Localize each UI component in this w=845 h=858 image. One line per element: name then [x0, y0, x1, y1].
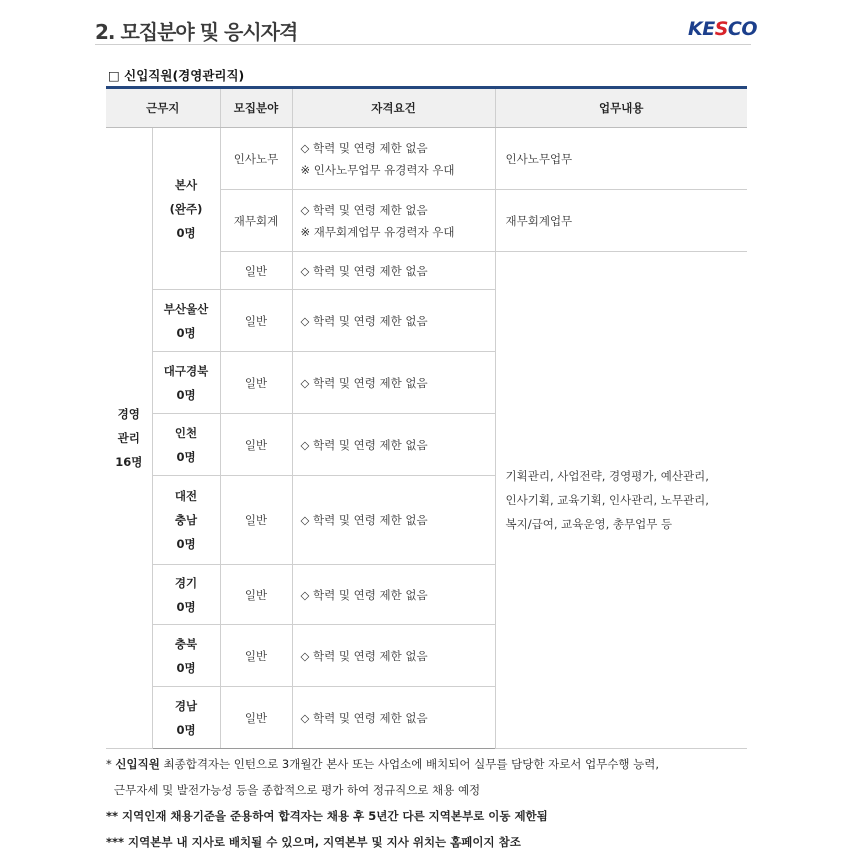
- logo-part-s: S: [714, 18, 728, 40]
- location-line: 0명: [176, 225, 196, 240]
- header-location: 근무지: [106, 88, 220, 128]
- location-cell: [152, 687, 220, 749]
- field-cell: 인사노무: [220, 128, 292, 190]
- field-cell: 일반: [220, 414, 292, 476]
- qualification-cell: ◇ 학력 및 연령 제한 없음: [292, 565, 495, 625]
- location-line: 0명: [176, 387, 196, 402]
- qualification-cell: ◇ 학력 및 연령 제한 없음: [292, 290, 495, 352]
- qualification-cell: ◇ 학력 및 연령 제한 없음: [292, 476, 495, 565]
- location-line: 인천: [174, 425, 198, 440]
- duty-cell: 재무회계업무: [495, 190, 747, 252]
- qualification-cell: [292, 190, 495, 252]
- header-qualification: 자격요건: [292, 88, 495, 128]
- location-line: 0명: [176, 537, 196, 551]
- recruitment-table: [106, 86, 747, 749]
- page-title: 2. 모집분야 및 응시자격: [95, 20, 298, 44]
- footnote-emphasis: 신입직원: [115, 757, 160, 771]
- logo-part-co: CO: [727, 18, 757, 40]
- field-cell: 일반: [220, 565, 292, 625]
- qualification-cell: [292, 128, 495, 190]
- location-cell: [152, 414, 220, 476]
- footnote-2: ** 지역인재 채용기준을 준용하여 합격자는 채용 후 5년간 다른 지역본부로 이동 제한됨: [106, 809, 548, 823]
- section-title: □ 신입직원(경영관리직): [108, 68, 245, 83]
- field-cell: 일반: [220, 290, 292, 352]
- location-line: 부산울산: [163, 301, 209, 316]
- group-line: 관리: [117, 431, 140, 445]
- field-cell: 일반: [220, 352, 292, 414]
- qualification-line: ◇ 학력 및 연령 제한 없음: [300, 140, 428, 155]
- duty-cell: 인사노무업무: [495, 128, 747, 190]
- qualification-cell: ◇ 학력 및 연령 제한 없음: [292, 625, 495, 687]
- qualification-cell: ◇ 학력 및 연령 제한 없음: [292, 414, 495, 476]
- field-cell: 일반: [220, 687, 292, 749]
- group-line: 16명: [115, 455, 143, 469]
- footnote-1-continuation: 근무자세 및 발전가능성 등을 종합적으로 평가 하여 정규직으로 채용 예정: [114, 783, 481, 797]
- header-divider: [95, 44, 751, 45]
- general-duty-cell: [495, 252, 747, 749]
- header-duty: 업무내용: [495, 88, 747, 128]
- qualification-line: ※ 인사노무업무 유경력자 우대: [300, 162, 455, 177]
- footnote-marker: *: [106, 757, 116, 771]
- field-cell: 일반: [220, 625, 292, 687]
- qualification-line: ◇ 학력 및 연령 제한 없음: [300, 202, 428, 217]
- location-cell: [152, 565, 220, 625]
- header-field: 모집분야: [220, 88, 292, 128]
- location-line: 0명: [176, 325, 196, 340]
- location-line: 0명: [176, 599, 196, 614]
- footnote-1: [106, 751, 746, 777]
- duty-line: 기획관리, 사업전략, 경영평가, 예산관리,: [505, 469, 709, 483]
- location-line: 경기: [174, 575, 198, 590]
- qualification-line: ※ 재무회계업무 유경력자 우대: [300, 224, 455, 239]
- table-row: [106, 128, 747, 190]
- kesco-logo: [688, 18, 757, 40]
- location-line: 경남: [174, 698, 198, 713]
- group-line: 경영: [117, 407, 140, 421]
- footnote-3: *** 지역본부 내 지사로 배치될 수 있으며, 지역본부 및 지사 위치는 홈페이지 참조: [106, 835, 521, 849]
- location-cell-hq: [152, 128, 220, 290]
- location-line: 0명: [176, 660, 196, 675]
- duty-line: 인사기획, 교육기획, 인사관리, 노무관리,: [505, 493, 709, 507]
- group-cell: [106, 128, 152, 749]
- field-cell: 재무회계: [220, 190, 292, 252]
- table-header-row: [106, 88, 747, 128]
- location-line: 대전: [174, 489, 198, 503]
- location-line: 대구경북: [163, 363, 209, 378]
- location-line: (완주): [169, 201, 203, 216]
- location-line: 0명: [176, 449, 196, 464]
- location-cell: [152, 476, 220, 565]
- qualification-cell: ◇ 학력 및 연령 제한 없음: [292, 687, 495, 749]
- footnotes: [106, 751, 746, 855]
- footnote-text: 최종합격자는 인턴으로 3개월간 본사 또는 사업소에 배치되어 실무를 담당한 자로서 업무수행 능력,: [159, 757, 660, 771]
- logo-part-ke: KE: [688, 18, 715, 40]
- location-line: 0명: [176, 722, 196, 737]
- field-cell: 일반: [220, 252, 292, 290]
- location-line: 충북: [174, 636, 198, 651]
- location-cell: [152, 352, 220, 414]
- qualification-cell: ◇ 학력 및 연령 제한 없음: [292, 252, 495, 290]
- location-cell: [152, 625, 220, 687]
- qualification-cell: ◇ 학력 및 연령 제한 없음: [292, 352, 495, 414]
- duty-line: 복지/급여, 교육운영, 총무업무 등: [505, 517, 673, 531]
- location-line: 충남: [174, 513, 198, 527]
- field-cell: 일반: [220, 476, 292, 565]
- location-cell: [152, 290, 220, 352]
- location-line: 본사: [174, 177, 198, 192]
